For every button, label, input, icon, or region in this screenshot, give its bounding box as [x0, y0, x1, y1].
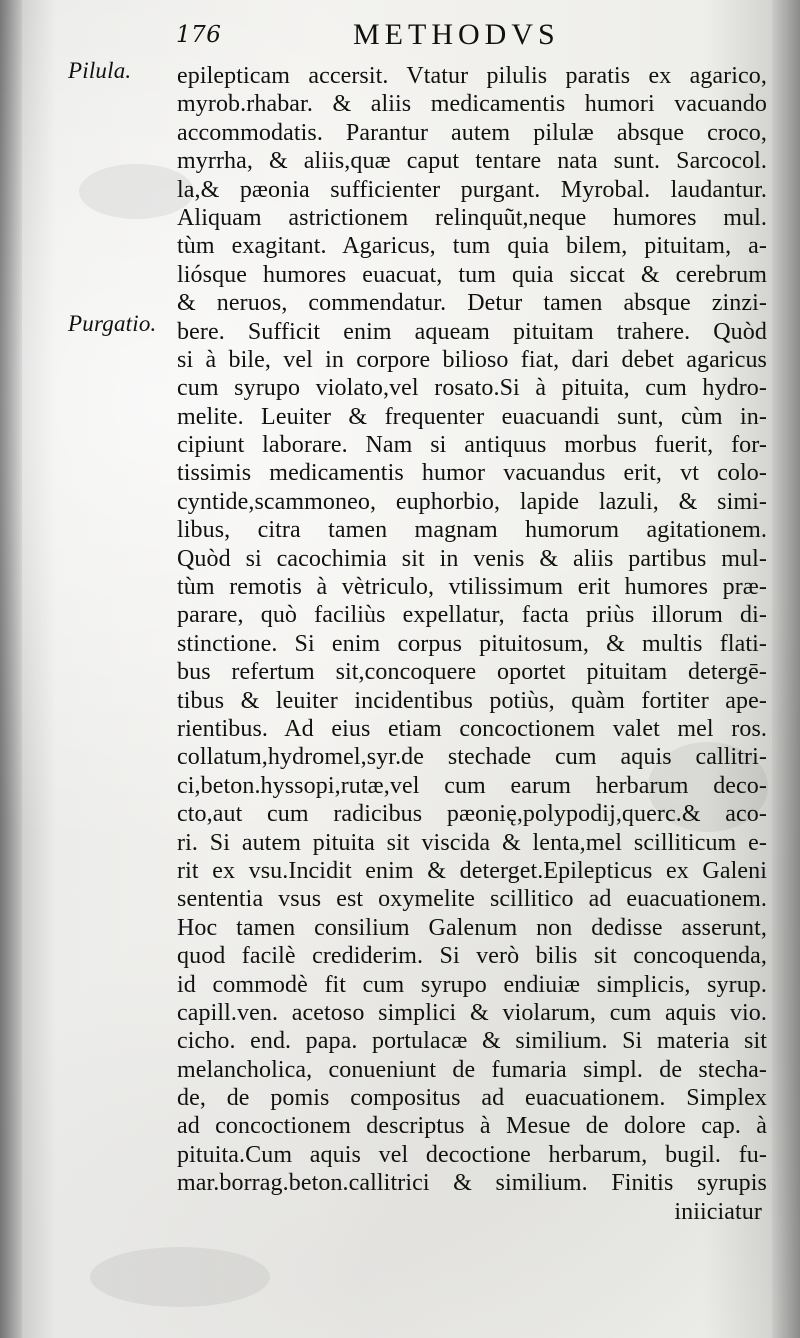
text-line: epilepticam accersit. Vtatur pilulis paratis ex agarico, — [177, 63, 767, 89]
text-line: tùm exagitant. Agaricus, tum quia bilem, pituitam, a- — [177, 233, 767, 260]
text-line: quod facilè crediderim. Si verò bilis sit concoquenda, — [177, 943, 767, 970]
text-line: Hoc tamen consilium Galenum non dedisse asserunt, — [177, 914, 767, 941]
margin-note-pilula: Pilula. — [68, 58, 132, 83]
text-line: Quòd si cacochimia sit in venis & aliis partibus mul- — [177, 545, 767, 572]
text-line: accommodatis. Parantur autem pilulæ absque croco, — [177, 119, 767, 146]
text-line: ci,beton.hyssopi,rutæ,vel cum earum herbarum deco- — [177, 772, 767, 799]
text-line: rit ex vsu.Incidit enim & deterget.Epilepticus ex Galeni — [177, 857, 767, 884]
main-text — [177, 62, 767, 1226]
text-line: ad concoctionem descriptus à Mesue de dolore cap. à — [177, 1113, 767, 1140]
text-line: myrrha, & aliis,quæ caput tentare nata sunt. Sarcocol. — [177, 148, 767, 175]
text-line: id commodè fit cum syrupo endiuiæ simplicis, syrup. — [177, 971, 767, 998]
text-line: sententia vsus est oxymelite scillitico ad euacuationem. — [177, 886, 767, 913]
text-line: de, de pomis compositus ad euacuationem. Simplex — [177, 1085, 767, 1112]
text-line: tibus & leuiter incidentibus potiùs, quàm fortiter ape- — [177, 687, 767, 714]
text-line: rientibus. Ad eius etiam concoctionem valet mel ros. — [177, 715, 767, 742]
text-line: collatum,hydromel,syr.de stechade cum aquis callitri- — [177, 744, 767, 771]
text-line: pituita.Cum aquis vel decoctione herbarum, bugil. fu- — [177, 1141, 767, 1168]
text-line: cicho. end. papa. portulacæ & similium. Si materia sit — [177, 1028, 767, 1055]
text-line: libus, citra tamen magnam humorum agitationem. — [177, 517, 767, 544]
text-line: si à bile, vel in corpore bilioso fiat, dari debet agaricus — [177, 346, 767, 373]
text-line: parare, quò faciliùs expellatur, facta priùs illorum di- — [177, 602, 767, 629]
paper-stain — [90, 1247, 270, 1307]
text-line: liósque humores euacuat, tum quia siccat & cerebrum — [177, 261, 767, 288]
text-line: bus refertum sit,concoquere oportet pituitam detergē- — [177, 659, 767, 686]
page-number: 176 — [176, 22, 222, 48]
text-line: capill.ven. acetoso simplici & violarum, cum aquis vio. — [177, 999, 767, 1026]
text-line: ri. Si autem pituita sit viscida & lenta,mel scilliticum e- — [177, 829, 767, 856]
text-line: cum syrupo violato,vel rosato.Si à pituita, cum hydro- — [177, 375, 767, 402]
text-line: melancholica, conueniunt de fumaria simpl. de stecha- — [177, 1056, 767, 1083]
text-line: Aliquam astrictionem relinquũt,neque humores mul. — [177, 204, 767, 231]
text-line: myrob.rhabar. & aliis medicamentis humori vacuando — [177, 91, 767, 118]
text-line: la,& pæonia sufficienter purgant. Myrobal. laudantur. — [177, 176, 767, 203]
text-line: cto,aut cum radicibus pæonię,polypodij,querc.& aco- — [177, 801, 767, 828]
text-line: & neruos, commendatur. Detur tamen absque zinzi- — [177, 290, 767, 317]
catchword: iniiciatur — [674, 1198, 762, 1225]
text-line: stinctione. Si enim corpus pituitosum, & multis flati- — [177, 630, 767, 657]
text-line: bere. Sufficit enim aqueam pituitam trahere. Quòd — [177, 318, 767, 345]
margin-note-purgatio: Purgatio. — [68, 311, 157, 336]
text-line: tissimis medicamentis humor vacuandus erit, vt colo- — [177, 460, 767, 487]
text-line: mar.borrag.beton.callitrici & similium. Finitis syrupis — [177, 1170, 767, 1197]
running-head: METHODVS — [353, 18, 560, 51]
text-line: tùm remotis à vètriculo, vtilissimum erit humores præ- — [177, 574, 767, 601]
text-line: cipiunt laborare. Nam si antiquus morbus fuerit, for- — [177, 432, 767, 459]
page-header — [176, 18, 616, 62]
text-line: cyntide,scammoneo, euphorbio, lapide lazuli, & simi- — [177, 488, 767, 515]
text-line: melite. Leuiter & frequenter euacuandi sunt, cùm in- — [177, 403, 767, 430]
